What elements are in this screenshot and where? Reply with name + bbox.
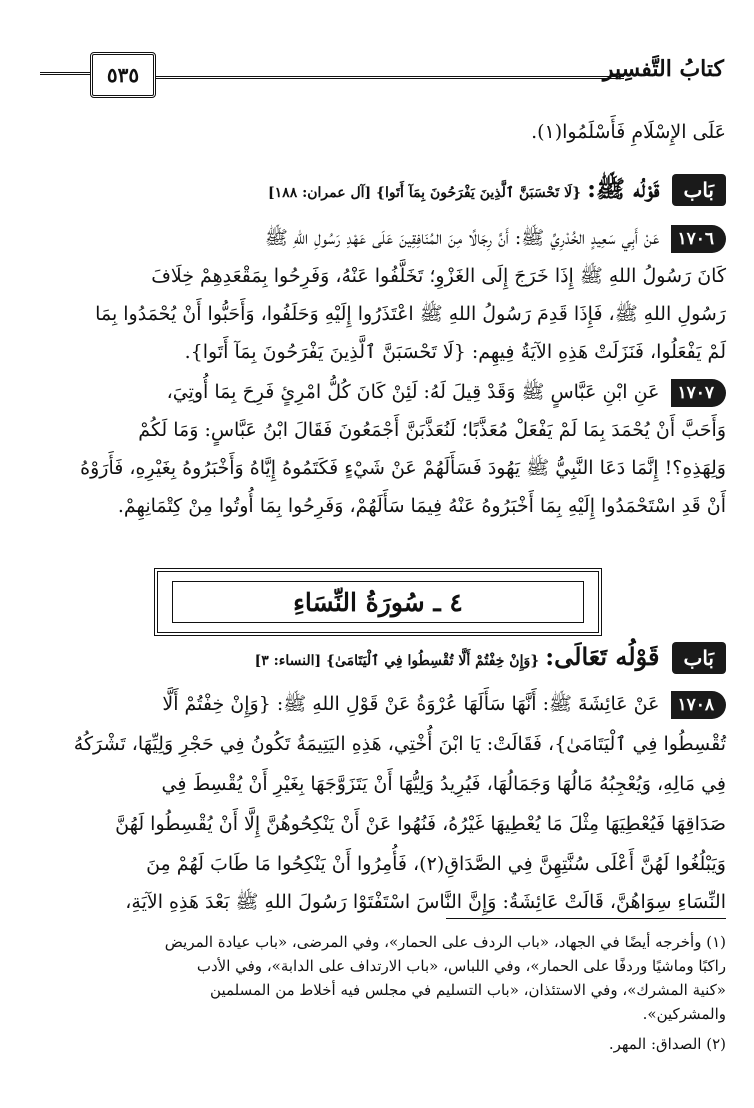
bab-label: بَاب <box>672 174 727 206</box>
text-line: أَنْ قَدِ اسْتَحْمَدُوا إِلَيْهِ بِمَا أَخْبَرُوهُ عَنْهُ فِيمَا سَأَلَهُمْ، وَفَرِحُوا بِمَا أُوتُوا مِنْ كِتْمَانِهِمْ. <box>117 495 726 517</box>
footnote-line: (٢) الصداق: المهر. <box>608 1035 726 1053</box>
footnote-line: (١) وأخرجه أيضًا في الجهاد، «باب الردف على الحمار»، وفي المرضى، «باب عيادة المريض <box>164 933 726 951</box>
footnote-line: والمشركين». <box>642 1005 726 1023</box>
qawluhu-label: قَوْلُه تَعَالَى: <box>545 642 660 671</box>
hadith-line <box>28 690 726 719</box>
text-line: صَدَاقِهَا فَيُعْطِيَهَا مِثْلَ مَا يُعْطِيهَا غَيْرُهُ، فَنُهُوا عَنْ أَنْ يَنْكِحُوهُنَّ إِلَّا أَنْ يُقْسِطُوا لَهُنَّ <box>115 813 726 835</box>
text-line: عَنْ عَائِشَةَ ﷺ: أَنَّهَا سَأَلَهَا عُرْوَةُ عَنْ قَوْلِ اللهِ ﷺ: {وَإِنْ خِفْتُمْ أَلَّا <box>162 693 660 715</box>
text-line: تُقْسِطُوا فِي ٱلْيَتَامَىٰ}، فَقَالَتْ: يَا ابْنَ أُخْتِي، هَذِهِ اليَتِيمَةُ تَكُونُ فِي حَجْرِ وَلِيِّهَا، تَشْرَكُهُ <box>73 733 726 755</box>
text-line: النِّسَاءِ سِوَاهُنَّ، قَالَتْ عَائِشَةُ: وَإِنَّ النَّاسَ اسْتَفْتَوْا رَسُولَ اللهِ ﷺ بَعْدَ هَذِهِ الآيَةِ، <box>125 891 726 913</box>
text-line: عَنْ أَبِي سَعِيدٍ الخُدْرِيِّ ﷺ: أَنَّ رِجَالًا مِنَ المُنَافِقِينَ عَلَى عَهْدِ رَسُولِ اللهِ ﷺ <box>264 227 660 249</box>
text-line: فِي مَالِهِ، وَيُعْجِبُهُ مَالُهَا وَجَمَالُهَا، فَيُرِيدُ وَلِيُّهَا أَنْ يَتَزَوَّجَهَا بِغَيْرِ أَنْ يُقْسِطَ فِي <box>161 773 726 795</box>
page-number-text: ٥٣٥ <box>106 63 140 87</box>
hadith-number: ١٧٠٧ <box>671 379 726 407</box>
hadith-number: ١٧٠٦ <box>671 225 726 253</box>
footnote-line: «كنية المشرك»، وفي الاستئذان، «باب التسليم في مجلس فيه أخلاط من المسلمين <box>210 981 726 999</box>
surah-heading-frame <box>154 568 602 636</box>
verse-text: {لَا تَحْسَبَنَّ ٱلَّذِينَ يَفْرَحُونَ بِمَآ أَتَوا} [آل عمران: ١٨٨] <box>268 185 582 201</box>
text-line: وَأَحَبَّ أَنْ يُحْمَدَ بِمَا لَمْ يَفْعَلْ مُعَذَّبًا؛ لَنُعَذَّبَنَّ أَجْمَعُونَ فَقَالَ ابْنُ عَبَّاسٍ: وَمَا لَكُمْ <box>138 419 726 441</box>
page-header <box>40 52 724 96</box>
bab-heading <box>28 642 726 675</box>
text-line: عَنِ ابْنِ عَبَّاسٍ ﷺ وَقَدْ قِيلَ لَهُ: لَئِنْ كَانَ كُلُّ امْرِئٍ فَرِحَ بِمَا أُوتِيَ، <box>166 381 660 403</box>
text-line: وَلِهَذِهِ؟! إِنَّمَا دَعَا النَّبِيُّ ﷺ يَهُودَ فَسَأَلَهُمْ عَنْ شَيْءٍ فَكَتَمُوهُ إِيَّاهُ وَأَخْبَرُوهُ بِغَيْرِهِ، فَأَرَوْهُ <box>80 457 726 479</box>
surah-heading: ٤ ـ سُورَةُ النِّسَاءِ <box>172 581 584 623</box>
hadith-number: ١٧٠٨ <box>671 691 726 719</box>
hadith-line <box>28 224 726 253</box>
text-line: لَمْ يَفْعَلُوا، فَنَزَلَتْ هَذِهِ الآيَةُ فِيهِم: {لَا تَحْسَبَنَّ ٱلَّذِينَ يَفْرَحُونَ بِمَآ أَتَوا}. <box>184 341 726 363</box>
header-rule <box>150 76 624 79</box>
book-title: كتابُ التَّفسِير <box>602 56 724 82</box>
text-line: رَسُولِ اللهِ ﷺ، فَإِذَا قَدِمَ رَسُولُ اللهِ ﷺ اعْتَذَرُوا إِلَيْهِ وَحَلَفُوا، وَأَحَبُّوا أَنْ يُحْمَدُوا بِمَا <box>95 303 726 325</box>
hadith-line <box>28 378 726 407</box>
text-line: كَانَ رَسُولُ اللهِ ﷺ إِذَا خَرَجَ إِلَى الغَزْوِ؛ تَخَلَّفُوا عَنْهُ، وَفَرِحُوا بِمَقْعَدِهِمْ خِلَافَ <box>151 265 726 287</box>
header-rule-left <box>40 72 90 75</box>
qawluhu-label: قَوْلُه ﷺ: <box>587 174 660 203</box>
page-number <box>90 52 156 98</box>
bab-label: بَاب <box>672 642 727 674</box>
footnote-rule <box>446 918 726 919</box>
bab-heading <box>28 174 726 207</box>
text-line: وَيَبْلُغُوا لَهُنَّ أَعْلَى سُنَّتِهِنَّ فِي الصَّدَاقِ(٢)، فَأُمِرُوا أَنْ يَنْكِحُوا مَا طَابَ لَهُمْ مِنَ <box>146 853 726 875</box>
text-line: عَلَى الإِسْلَامِ فَأَسْلَمُوا(١). <box>531 121 726 143</box>
footnote-line: راكبًا وماشيًا وردفًا على الحمار»، وفي اللباس، «باب الارتداف على الدابة»، وفي الأدب <box>196 957 726 975</box>
verse-text: {وَإِنْ خِفْتُمْ أَلَّا تُقْسِطُوا فِي ٱلْيَتَامَىٰ} [النساء: ٣] <box>254 653 540 669</box>
